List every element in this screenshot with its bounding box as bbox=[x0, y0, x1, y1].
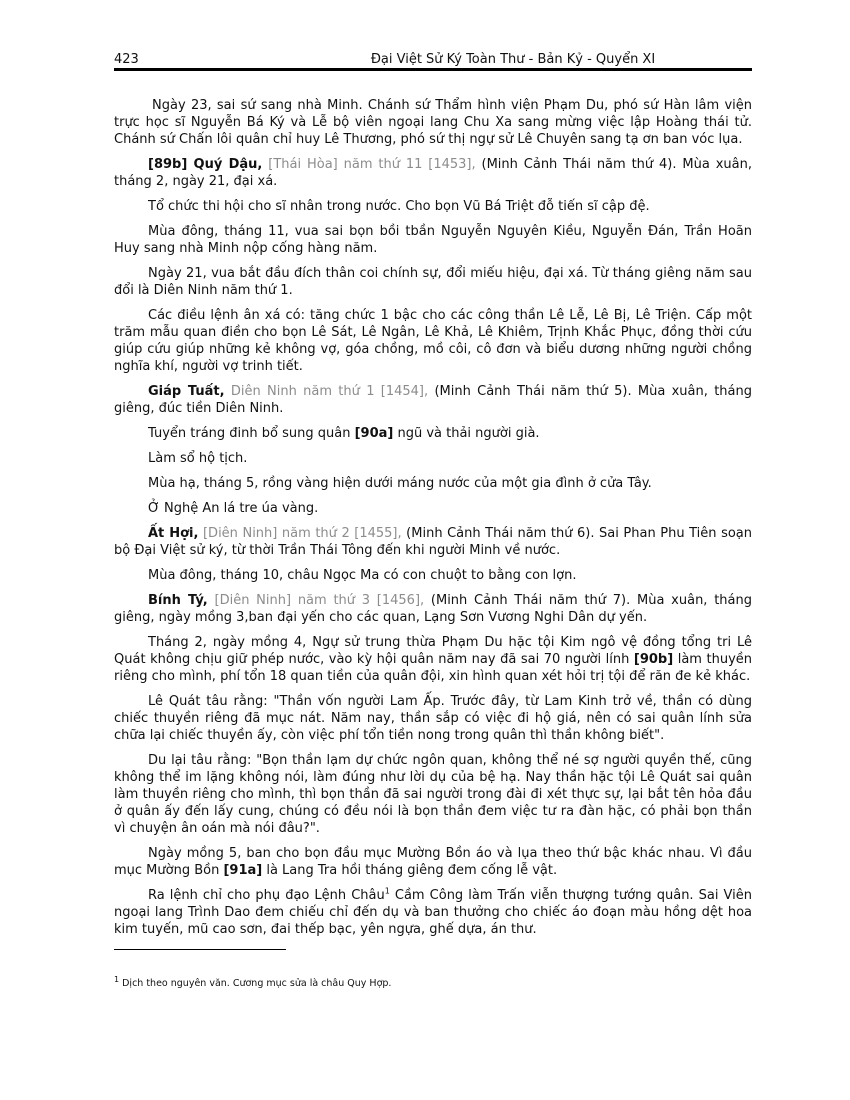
paragraph-year-heading bbox=[114, 383, 752, 417]
paragraph-text: làm thuyền riêng cho mình, phí tổn 18 quan tiền của quân đội, xin hình quan xét hỏi trị tội để răn đe kẻ khác. bbox=[114, 652, 752, 684]
paragraph-text: Cầm Công làm Trấn viễn thượng tướng quân. Sai Viên ngoại lang Trình Dao đem chiếu chỉ đến dụ và ban thưởng cho chiếc áo đoạn màu hồng dệt hoa kim tuyến, mũ cao sơn, đai thếp bạc, yên ngựa, ghế dựa, án thư. bbox=[114, 888, 752, 937]
paragraph bbox=[114, 752, 752, 837]
paragraph bbox=[114, 475, 752, 492]
paragraph-text: Lê Quát tâu rằng: "Thần vốn người Lam Ấp. Trước đây, từ Lam Kinh trở về, thần có dùng chiếc thuyền riêng đã mục nát. Năm nay, thần sắp có việc đi hộ giá, nên có sai quân lính sửa chữa lại chiếc thuyền ấy, còn việc phí tổn tiền nong trong quân thì thần không biết". bbox=[114, 694, 752, 743]
paragraph-text: (Minh Cảnh Thái năm thứ 7). Mùa xuân, tháng giêng, ngày mồng 3,ban đại yến cho các quan, Lạng Sơn Vương Nghi Dân dự yến. bbox=[114, 593, 752, 625]
paragraph bbox=[114, 887, 752, 938]
paragraph-text: Tổ chức thi hội cho sĩ nhân trong nước. Cho bọn Vũ Bá Triệt đỗ tiến sĩ cập đệ. bbox=[148, 199, 650, 214]
year-heading: Ất Hợi, bbox=[148, 526, 199, 541]
paragraph bbox=[114, 567, 752, 584]
paragraph-text: ngũ và thải người già. bbox=[393, 426, 540, 441]
paragraph-text: Tuyển tráng đinh bổ sung quân bbox=[148, 426, 355, 441]
footnote bbox=[114, 974, 752, 990]
year-heading: [89b] Quý Dậu, bbox=[148, 157, 263, 172]
paragraph bbox=[114, 425, 752, 442]
paragraph-text: (Minh Cảnh Thái năm thứ 6). Sai Phan Phu Tiên soạn bộ Đại Việt sử ký, từ thời Trần Thái Tông đến khi người Minh về nước. bbox=[114, 526, 752, 558]
paragraph-text: (Minh Cảnh Thái năm thứ 4). Mùa xuân, tháng 2, ngày 21, đại xá. bbox=[114, 157, 752, 189]
year-heading: Giáp Tuất, bbox=[148, 384, 225, 399]
folio-marker: [91a] bbox=[223, 863, 263, 878]
paragraph-text: Tháng 2, ngày mồng 4, Ngự sử trung thừa Phạm Du hặc tội Kim ngô vệ đồng tổng tri Lê Quát không chịu giữ phép nước, vào kỳ hội quân năm nay đã sai 70 người lính bbox=[114, 635, 752, 667]
reign-year: [Diên Ninh] năm thứ 3 [1456], bbox=[207, 593, 425, 608]
paragraph-text: Mùa hạ, tháng 5, rồng vàng hiện dưới máng nước của một gia đình ở cửa Tây. bbox=[148, 476, 652, 491]
paragraph bbox=[114, 198, 752, 215]
reign-year: [Thái Hòa] năm thứ 11 [1453], bbox=[262, 157, 476, 172]
folio-marker: [90a] bbox=[354, 426, 394, 441]
paragraph-text: (Minh Cảnh Thái năm thứ 5). Mùa xuân, tháng giêng, đúc tiền Diên Ninh. bbox=[114, 384, 752, 416]
footnote-divider bbox=[114, 949, 286, 950]
paragraph-text: Ngày 23, sai sứ sang nhà Minh. Chánh sứ Thẩm hình viện Phạm Du, phó sứ Hàn lâm viện trực học sĩ Nguyễn Bá Ký và Lễ bộ viên ngoại lang Chu Xa sang mừng việc lập Hoàng thái tử. Chánh sứ Chấn lôi quân chỉ huy Lê Thương, phó sứ thị ngự sử Lê Chuyên sang tạ ơn ban vóc lụa. bbox=[114, 98, 752, 147]
paragraph bbox=[114, 693, 752, 744]
paragraph bbox=[114, 634, 752, 685]
paragraph bbox=[114, 307, 752, 375]
year-heading: Bính Tý, bbox=[148, 593, 208, 608]
header-rule bbox=[114, 68, 752, 71]
footnote-text: Dịch theo nguyên văn. Cương mục sửa là châu Quy Hợp. bbox=[119, 978, 392, 989]
paragraph-text: Ra lệnh chỉ cho phụ đạo Lệnh Châu bbox=[148, 888, 385, 903]
paragraph bbox=[114, 97, 752, 148]
paragraph-text: Mùa đông, tháng 11, vua sai bọn bồi tbần Nguyễn Nguyên Kiều, Nguyễn Đán, Trần Hoãn Huy sang nhà Minh nộp cống hàng năm. bbox=[114, 224, 752, 256]
paragraph-text: Ở Nghệ An lá tre úa vàng. bbox=[148, 501, 319, 516]
reign-year: Diên Ninh năm thứ 1 [1454], bbox=[224, 384, 429, 399]
paragraph-text: Mùa đông, tháng 10, châu Ngọc Ma có con chuột to bằng con lợn. bbox=[148, 568, 577, 583]
paragraph bbox=[114, 223, 752, 257]
footnote-mark: 1 bbox=[114, 974, 120, 984]
paragraph-text: Ngày mồng 5, ban cho bọn đầu mục Mường Bồn áo và lụa theo thứ bậc khác nhau. Vì đầu mục Mường Bồn bbox=[114, 846, 752, 878]
folio-marker: [90b] bbox=[633, 652, 674, 667]
paragraph-text: Các điều lệnh ân xá có: tăng chức 1 bậc cho các công thần Lê Lễ, Lê Bị, Lê Triện. Cấp một trăm mẫu quan điền cho bọn Lê Sát, Lê Ngân, Lê Khả, Lê Khiêm, Trịnh Khắc Phục, đồng thời cứu giúp cứu giúp những kẻ không vợ, góa chồng, mồ côi, cô đơn và biểu dương những người chồng nghĩa khí, người vợ trinh tiết. bbox=[114, 308, 752, 374]
paragraph-text: là Lang Tra hồi tháng giêng đem cống lễ vật. bbox=[262, 863, 558, 878]
paragraph-text: Du lại tâu rằng: "Bọn thần lạm dự chức ngôn quan, không thể né sợ người quyền thế, cũng không thể im lặng không nói, làm đúng như lời dụ của bệ hạ. Nay thần hặc tội Lê Quát sai quân làm thuyền riêng cho mình, thì bọn thần đã sai người trong đài đi xét thực sự, lại bắt tên hỏa đầu ở quân ấy đến lấy cung, chúng có đều nói là bọn thần đem việc tư ra đàn hặc, có phải bọn thần vì chuyện ân oán mà nói đâu?". bbox=[114, 753, 752, 836]
paragraph-year-heading bbox=[114, 525, 752, 559]
page-number: 423 bbox=[114, 52, 139, 67]
paragraph-year-heading bbox=[114, 156, 752, 190]
paragraph bbox=[114, 265, 752, 299]
body-text bbox=[114, 97, 752, 946]
paragraph bbox=[114, 845, 752, 879]
paragraph-text: Làm sổ hộ tịch. bbox=[148, 451, 248, 466]
paragraph bbox=[114, 450, 752, 467]
paragraph-text: Ngày 21, vua bắt đầu đích thân coi chính sự, đổi miếu hiệu, đại xá. Từ tháng giêng năm sau đổi là Diên Ninh năm thứ 1. bbox=[114, 266, 752, 298]
paragraph bbox=[114, 500, 752, 517]
running-title: Đại Việt Sử Ký Toàn Thư - Bản Kỷ - Quyển XI bbox=[370, 52, 656, 67]
paragraph-year-heading bbox=[114, 592, 752, 626]
footnote-reference[interactable]: 1 bbox=[384, 886, 390, 896]
reign-year: [Diên Ninh] năm thứ 2 [1455], bbox=[198, 526, 402, 541]
